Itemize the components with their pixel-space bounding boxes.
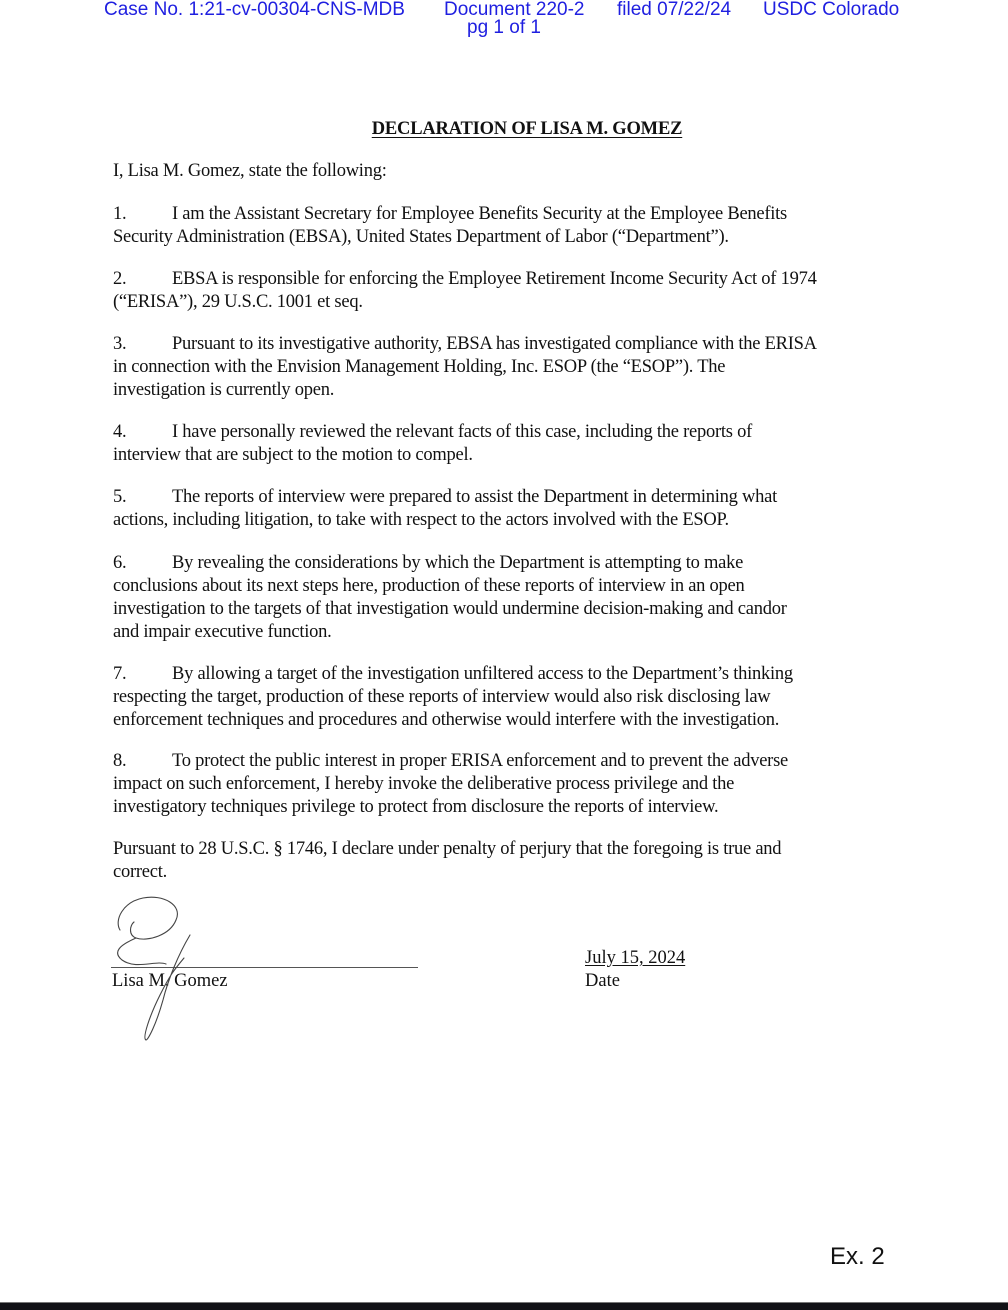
paragraph-line: Pursuant to its investigative authority, EBSA has investigated compliance with the ERISA [172, 334, 817, 354]
paragraph-2 [113, 268, 893, 314]
paragraph-number: 1. [113, 204, 127, 224]
paragraph-7 [113, 663, 893, 732]
paragraph-line: in connection with the Envision Management Holding, Inc. ESOP (the “ESOP”). The [113, 357, 726, 377]
page-indicator: pg 1 of 1 [467, 17, 541, 38]
paragraph-number: 5. [113, 487, 127, 507]
intro-statement [113, 160, 893, 183]
paragraph-6 [113, 552, 893, 644]
paragraph-5 [113, 486, 893, 532]
paragraph-number: 8. [113, 751, 127, 771]
document-number: Document 220-2 [444, 0, 585, 20]
paragraph-line: investigatory techniques privilege to protect from disclosure the reports of interview. [113, 797, 719, 817]
paragraph-line: and impair executive function. [113, 622, 332, 642]
paragraph-line: investigation is currently open. [113, 380, 335, 400]
exhibit-label: Ex. 2 [830, 1243, 885, 1270]
paragraph-number: 4. [113, 422, 127, 442]
paragraph-line: respecting the target, production of these reports of interview would also risk disclosing law [113, 687, 771, 707]
paragraph-line: I am the Assistant Secretary for Employee Benefits Security at the Employee Benefits [172, 204, 788, 224]
paragraph-number: 3. [113, 334, 127, 354]
paragraph-line: By revealing the considerations by which the Department is attempting to make [172, 553, 744, 573]
handwritten-signature-icon [108, 890, 208, 1048]
paragraph-3 [113, 333, 893, 402]
paragraph-line: (“ERISA”), 29 U.S.C. 1001 et seq. [113, 292, 363, 312]
paragraph-1 [113, 203, 893, 249]
document-title: DECLARATION OF LISA M. GOMEZ [371, 119, 683, 139]
page-indicator-row [0, 18, 1008, 37]
paragraph-line: enforcement techniques and procedures and otherwise would interfere with the investigation. [113, 710, 780, 730]
paragraph-number: 2. [113, 269, 127, 289]
court-name: USDC Colorado [763, 0, 900, 20]
paragraph-number: 7. [113, 664, 127, 684]
paragraph-4 [113, 421, 893, 467]
case-number: Case No. 1:21-cv-00304-CNS-MDB [104, 0, 405, 20]
paragraph-8 [113, 750, 893, 819]
paragraph-line: By allowing a target of the investigation unfiltered access to the Department’s thinking [172, 664, 793, 684]
paragraph-line: EBSA is responsible for enforcing the Employee Retirement Income Security Act of 1974 [172, 269, 817, 289]
paragraph-line: conclusions about its next steps here, production of these reports of interview in an open [113, 576, 745, 596]
paragraph-line: I have personally reviewed the relevant facts of this case, including the reports of [172, 422, 753, 442]
filed-date: filed 07/22/24 [617, 0, 732, 20]
closing-line: correct. [113, 862, 167, 882]
signature-date: July 15, 2024 [585, 948, 686, 968]
paragraph-line: Security Administration (EBSA), United States Department of Labor (“Department”). [113, 227, 729, 247]
paragraph-line: interview that are subject to the motion to compel. [113, 445, 473, 465]
paragraph-line: impact on such enforcement, I hereby invoke the deliberative process privilege and the [113, 774, 735, 794]
paragraph-line: To protect the public interest in proper ERISA enforcement and to prevent the adverse [172, 751, 789, 771]
paragraph-number: 6. [113, 553, 127, 573]
date-label: Date [585, 971, 620, 991]
intro-text: I, Lisa M. Gomez, state the following: [113, 161, 387, 181]
perjury-statement [113, 838, 893, 884]
paragraph-line: investigation to the targets of that investigation would undermine decision-making and candor [113, 599, 787, 619]
signer-name: Lisa M. Gomez [112, 971, 228, 991]
paragraph-line: actions, including litigation, to take with respect to the actors involved with the ESOP. [113, 510, 729, 530]
paragraph-line: The reports of interview were prepared to assist the Department in determining what [172, 487, 777, 507]
closing-line: Pursuant to 28 U.S.C. § 1746, I declare under penalty of perjury that the foregoing is true and [113, 839, 782, 859]
